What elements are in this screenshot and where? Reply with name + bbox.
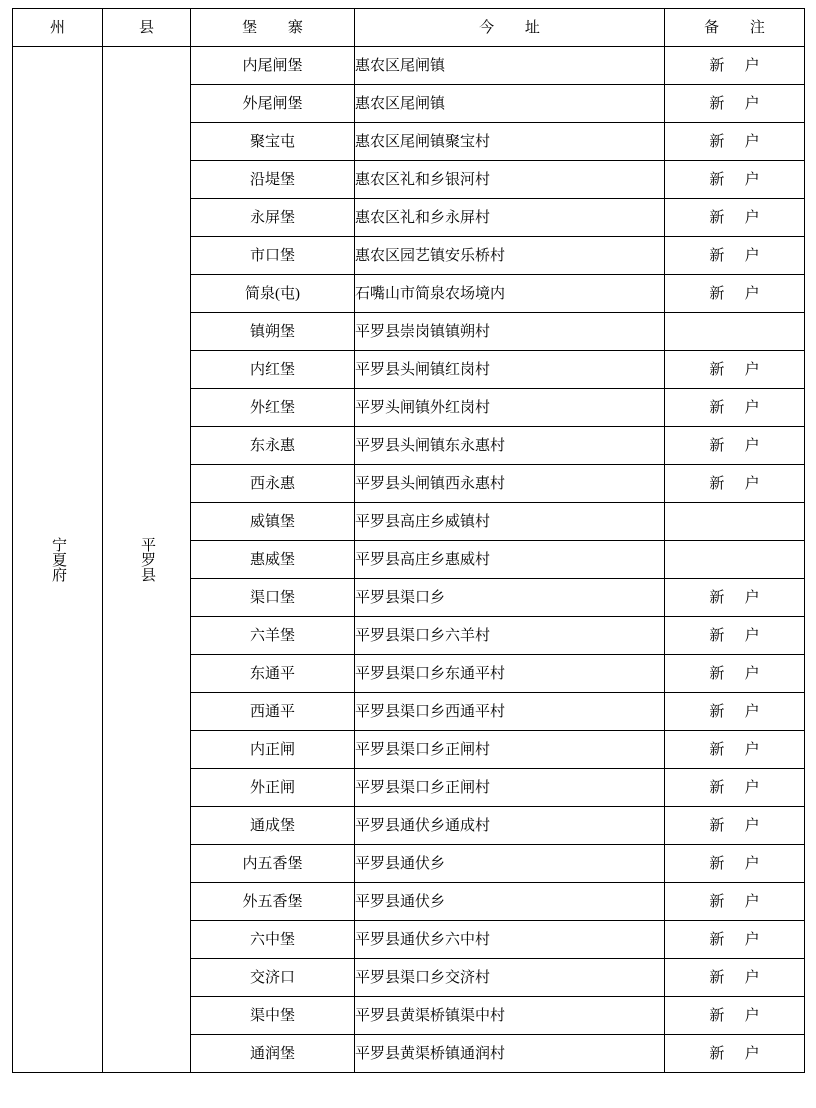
address-cell: 平罗县崇岗镇镇朔村 bbox=[355, 313, 665, 351]
address-cell: 平罗县高庄乡威镇村 bbox=[355, 503, 665, 541]
table-row bbox=[13, 47, 805, 85]
fortress-register-table bbox=[12, 8, 805, 1073]
note-cell: 新 户 bbox=[665, 123, 805, 161]
note-cell: 新 户 bbox=[665, 921, 805, 959]
address-cell: 平罗县渠口乡六羊村 bbox=[355, 617, 665, 655]
fortress-name-cell: 外正闸 bbox=[191, 769, 355, 807]
note-cell: 新 户 bbox=[665, 47, 805, 85]
note-cell: 新 户 bbox=[665, 997, 805, 1035]
note-cell bbox=[665, 541, 805, 579]
fortress-name-cell: 外五香堡 bbox=[191, 883, 355, 921]
fortress-name-cell: 六羊堡 bbox=[191, 617, 355, 655]
fortress-name-cell: 东永惠 bbox=[191, 427, 355, 465]
prefecture-cell bbox=[13, 47, 103, 1073]
note-cell: 新 户 bbox=[665, 85, 805, 123]
address-cell: 惠农区礼和乡银河村 bbox=[355, 161, 665, 199]
fortress-name-cell: 通润堡 bbox=[191, 1035, 355, 1073]
fortress-name-cell: 内正闸 bbox=[191, 731, 355, 769]
column-header-address: 今 址 bbox=[355, 9, 665, 47]
fortress-name-cell: 交济口 bbox=[191, 959, 355, 997]
fortress-name-cell: 威镇堡 bbox=[191, 503, 355, 541]
fortress-name-cell: 市口堡 bbox=[191, 237, 355, 275]
note-cell: 新 户 bbox=[665, 845, 805, 883]
address-cell: 平罗县渠口乡 bbox=[355, 579, 665, 617]
address-cell: 平罗县高庄乡惠威村 bbox=[355, 541, 665, 579]
prefecture-label: 宁夏府 bbox=[50, 537, 66, 582]
note-cell: 新 户 bbox=[665, 769, 805, 807]
fortress-name-cell: 永屏堡 bbox=[191, 199, 355, 237]
note-cell: 新 户 bbox=[665, 465, 805, 503]
note-cell: 新 户 bbox=[665, 389, 805, 427]
column-header-prefecture: 州 bbox=[13, 9, 103, 47]
address-cell: 平罗县通伏乡 bbox=[355, 883, 665, 921]
address-cell: 平罗县渠口乡西通平村 bbox=[355, 693, 665, 731]
address-cell: 平罗县黄渠桥镇渠中村 bbox=[355, 997, 665, 1035]
column-header-county: 县 bbox=[103, 9, 191, 47]
fortress-name-cell: 简泉(屯) bbox=[191, 275, 355, 313]
table-header bbox=[13, 9, 805, 47]
note-cell: 新 户 bbox=[665, 807, 805, 845]
address-cell: 平罗县通伏乡通成村 bbox=[355, 807, 665, 845]
note-cell: 新 户 bbox=[665, 883, 805, 921]
column-header-fortress: 堡 寨 bbox=[191, 9, 355, 47]
address-cell: 惠农区礼和乡永屏村 bbox=[355, 199, 665, 237]
address-cell: 平罗县渠口乡交济村 bbox=[355, 959, 665, 997]
fortress-name-cell: 通成堡 bbox=[191, 807, 355, 845]
note-cell: 新 户 bbox=[665, 275, 805, 313]
address-cell: 惠农区园艺镇安乐桥村 bbox=[355, 237, 665, 275]
column-header-note: 备 注 bbox=[665, 9, 805, 47]
fortress-name-cell: 西永惠 bbox=[191, 465, 355, 503]
address-cell: 惠农区尾闸镇 bbox=[355, 47, 665, 85]
fortress-name-cell: 西通平 bbox=[191, 693, 355, 731]
note-cell: 新 户 bbox=[665, 655, 805, 693]
fortress-name-cell: 惠威堡 bbox=[191, 541, 355, 579]
fortress-name-cell: 六中堡 bbox=[191, 921, 355, 959]
note-cell: 新 户 bbox=[665, 693, 805, 731]
fortress-name-cell: 渠口堡 bbox=[191, 579, 355, 617]
county-label: 平罗县 bbox=[139, 537, 155, 582]
address-cell: 平罗县头闸镇东永惠村 bbox=[355, 427, 665, 465]
table-header-row bbox=[13, 9, 805, 47]
note-cell bbox=[665, 313, 805, 351]
address-cell: 平罗头闸镇外红岗村 bbox=[355, 389, 665, 427]
note-cell: 新 户 bbox=[665, 199, 805, 237]
address-cell: 平罗县通伏乡六中村 bbox=[355, 921, 665, 959]
fortress-name-cell: 东通平 bbox=[191, 655, 355, 693]
address-cell: 平罗县渠口乡正闸村 bbox=[355, 731, 665, 769]
fortress-name-cell: 聚宝屯 bbox=[191, 123, 355, 161]
fortress-name-cell: 内尾闸堡 bbox=[191, 47, 355, 85]
address-cell: 惠农区尾闸镇聚宝村 bbox=[355, 123, 665, 161]
note-cell: 新 户 bbox=[665, 959, 805, 997]
fortress-name-cell: 内五香堡 bbox=[191, 845, 355, 883]
fortress-name-cell: 外尾闸堡 bbox=[191, 85, 355, 123]
fortress-name-cell: 内红堡 bbox=[191, 351, 355, 389]
note-cell: 新 户 bbox=[665, 617, 805, 655]
address-cell: 平罗县通伏乡 bbox=[355, 845, 665, 883]
county-cell bbox=[103, 47, 191, 1073]
fortress-name-cell: 沿堤堡 bbox=[191, 161, 355, 199]
address-cell: 平罗县黄渠桥镇通润村 bbox=[355, 1035, 665, 1073]
table-body bbox=[13, 47, 805, 1073]
note-cell: 新 户 bbox=[665, 1035, 805, 1073]
address-cell: 平罗县头闸镇西永惠村 bbox=[355, 465, 665, 503]
address-cell: 石嘴山市简泉农场境内 bbox=[355, 275, 665, 313]
note-cell: 新 户 bbox=[665, 351, 805, 389]
note-cell: 新 户 bbox=[665, 427, 805, 465]
address-cell: 平罗县渠口乡东通平村 bbox=[355, 655, 665, 693]
note-cell: 新 户 bbox=[665, 237, 805, 275]
address-cell: 平罗县渠口乡正闸村 bbox=[355, 769, 665, 807]
address-cell: 惠农区尾闸镇 bbox=[355, 85, 665, 123]
address-cell: 平罗县头闸镇红岗村 bbox=[355, 351, 665, 389]
note-cell: 新 户 bbox=[665, 161, 805, 199]
fortress-name-cell: 渠中堡 bbox=[191, 997, 355, 1035]
note-cell: 新 户 bbox=[665, 579, 805, 617]
fortress-name-cell: 镇朔堡 bbox=[191, 313, 355, 351]
note-cell: 新 户 bbox=[665, 731, 805, 769]
note-cell bbox=[665, 503, 805, 541]
fortress-name-cell: 外红堡 bbox=[191, 389, 355, 427]
